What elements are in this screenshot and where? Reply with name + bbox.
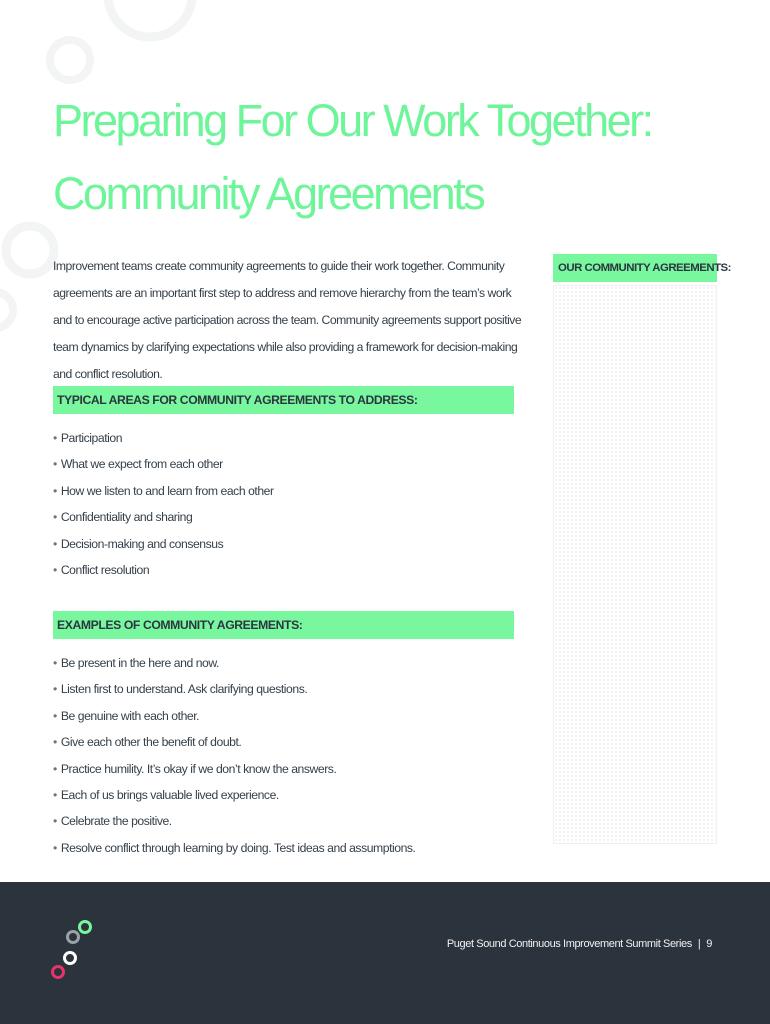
bullet-icon: •: [53, 457, 57, 472]
bullet-icon: •: [53, 536, 57, 551]
typical-areas-list: [53, 425, 513, 583]
sidebar-heading: OUR COMMUNITY AGREEMENTS:: [553, 254, 717, 282]
bullet-icon: •: [53, 735, 57, 750]
footer-text: [447, 938, 712, 950]
agreements-writing-area[interactable]: [553, 285, 717, 844]
list-item: • Practice humility. It’s okay if we don’t know the answers.: [53, 761, 337, 776]
page-title-line-1: Preparing For Our Work Together:: [53, 95, 652, 146]
bullet-icon: •: [53, 656, 57, 670]
page-number: 9: [706, 938, 712, 950]
list-item: • Conflict resolution: [53, 563, 150, 578]
section-heading-examples: EXAMPLES OF COMMUNITY AGREEMENTS:: [53, 611, 514, 639]
list-item: • Resolve conflict through learning by doing. Test ideas and assumptions.: [53, 840, 416, 855]
footer-bar: [0, 882, 770, 1024]
bullet-icon: •: [53, 840, 57, 855]
list-item: • Be genuine with each other.: [53, 708, 200, 723]
page-title-line-2: Community Agreements: [53, 168, 484, 219]
list-item: • Be present in the here and now.: [53, 656, 219, 670]
list-item: • Participation: [53, 431, 123, 445]
circles-logo-icon: [46, 912, 98, 984]
section-heading-typical-areas: TYPICAL AREAS FOR COMMUNITY AGREEMENTS TO ADDRESS:: [53, 386, 514, 414]
list-item: • What we expect from each other: [53, 457, 223, 472]
footer-series-title: Puget Sound Continuous Improvement Summit Series: [446, 938, 692, 950]
list-item: • How we listen to and learn from each other: [53, 483, 274, 498]
bullet-icon: •: [53, 814, 57, 829]
bullet-icon: •: [53, 510, 57, 525]
bullet-icon: •: [53, 483, 57, 498]
bullet-icon: •: [53, 708, 57, 723]
bullet-icon: •: [53, 682, 57, 697]
bullet-icon: •: [53, 563, 57, 578]
page-title: [53, 84, 653, 230]
examples-list: [53, 650, 513, 861]
list-item: • Give each other the benefit of doubt.: [53, 735, 242, 750]
list-item: • Each of us brings valuable lived experience.: [53, 788, 279, 803]
footer-separator: |: [697, 938, 701, 950]
bullet-icon: •: [53, 761, 57, 776]
list-item: • Listen first to understand. Ask clarifying questions.: [53, 682, 308, 697]
intro-paragraph: Improvement teams create community agreements to guide their work together. Community agreements are an important first step to address and remove hierarchy from the team’s work and to encourage active participation across the team. Community agreements support positive team dynamics by clarifying expectations while also providing a framework for decision-making and conflict resolution.: [53, 259, 522, 381]
list-item: • Decision-making and consensus: [53, 536, 224, 551]
list-item: • Confidentiality and sharing: [53, 510, 193, 525]
list-item: • Celebrate the positive.: [53, 814, 172, 829]
bullet-icon: •: [53, 431, 57, 445]
bullet-icon: •: [53, 788, 57, 803]
